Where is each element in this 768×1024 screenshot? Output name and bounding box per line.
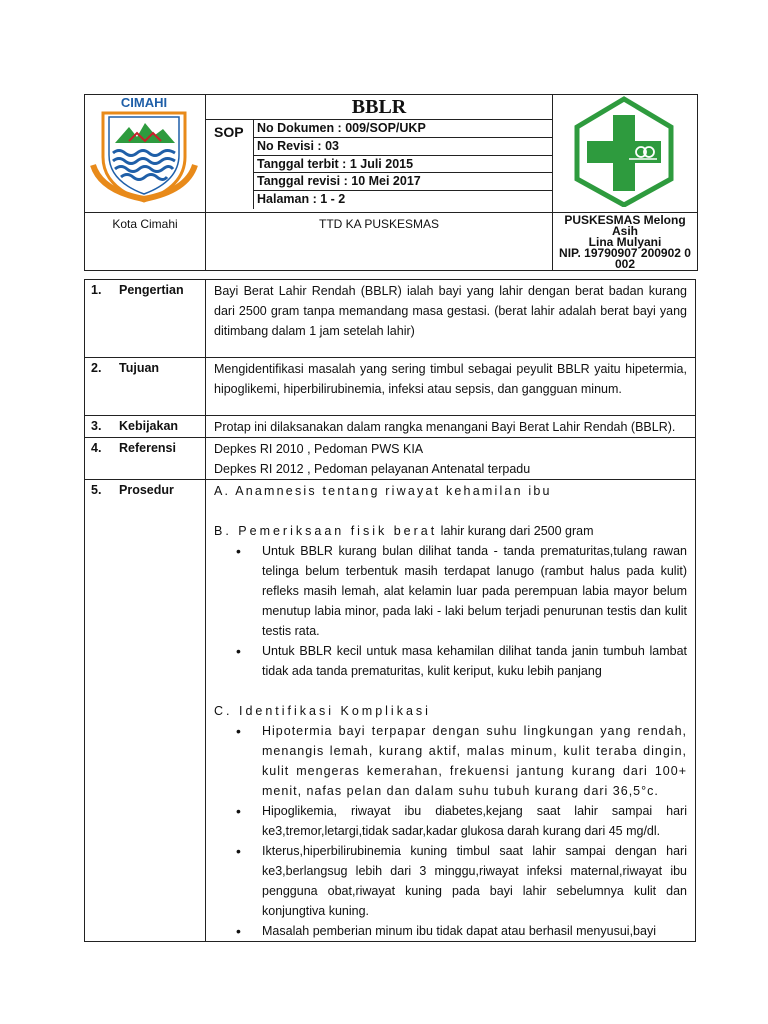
step-a-heading: A. Anamnesis tentang riwayat kehamilan ibu — [214, 484, 552, 498]
list-item: • Untuk BBLR kurang bulan dilihat tanda - tanda prematuritas,tulang rawan telinga belum terbentuk masih terdapat lanugo (rambut halus pada kulit) refleks masih lemah, alat kelamin luar pada perempuan labia mayor belum menutup labia minor, pada laki - laki belum terjadi penurunan testis dan kulit testis rata. — [262, 541, 687, 641]
step-c-heading: C. Identifikasi Komplikasi — [214, 704, 431, 718]
signer-org: PUSKESMAS Melong Asih — [564, 213, 686, 238]
step-c-list — [214, 721, 687, 941]
list-item: • Hipoglikemia, riwayat ibu diabetes,kejang saat lahir sampai hari ke3,tremor,letargi,tidak sadar,kadar glukosa darah kurang dari 45 mg/dl. — [262, 801, 687, 841]
section-tujuan-label: 2. Tujuan — [85, 358, 206, 416]
city-name: Kota Cimahi — [85, 213, 206, 271]
section-tujuan-text: Mengidentifikasi masalah yang sering timbul sebagai peyulit BBLR yaitu hipetermia, hipoglikemi, hiperbilirubinemia, infeksi atau sepsis, dan gangguan minum. — [206, 358, 696, 416]
section-kebijakan-label: 3. Kebijakan — [85, 416, 206, 438]
puskesmas-logo-cell — [553, 95, 698, 213]
signer-nip: NIP. 19790907 200902 0 002 — [559, 246, 691, 271]
signature-label: TTD KA PUSKESMAS — [206, 213, 553, 271]
section-prosedur-label: 5. Prosedur — [85, 480, 206, 942]
section-referensi-text — [206, 438, 696, 480]
step-b-heading: B. Pemeriksaan fisik berat lahir kurang dari 2500 gram — [214, 524, 594, 538]
cimahi-logo-icon — [85, 95, 203, 207]
sop-label: SOP — [206, 120, 254, 209]
doc-number: No Dokumen : 009/SOP/UKP — [254, 120, 552, 138]
list-item: • Hipotermia bayi terpapar dengan suhu lingkungan yang rendah, menangis lemah, kurang aktif, malas minum, kulit teraba dingin, kulit mengeras kemerahan, frekuensi jantung kurang dari 100+ menit, nafas pelan dan dalam suhu tubuh kurang dari 36,5°c. — [262, 721, 687, 801]
sop-body-table — [84, 279, 696, 942]
signer-info — [553, 213, 698, 271]
document-title: BBLR — [206, 95, 552, 120]
section-prosedur-text — [206, 480, 696, 942]
section-pengertian-label: 1. Pengertian — [85, 280, 206, 358]
issue-date: Tanggal terbit : 1 Juli 2015 — [254, 156, 552, 174]
title-cell — [206, 95, 553, 213]
reference-item: Depkes RI 2012 , Pedoman pelayanan Antenatal terpadu — [214, 462, 531, 476]
section-pengertian-text: Bayi Berat Lahir Rendah (BBLR) ialah bayi yang lahir dengan berat badan kurang dari 2500 gram tanpa memandang masa gestasi. (berat lahir adalah berat bayi yang ditimbang dalam 1 jam setelah lahir) — [206, 280, 696, 358]
list-item: • Masalah pemberian minum ibu tidak dapat atau berhasil menyusui,bayi — [262, 921, 687, 941]
puskesmas-logo-icon — [553, 95, 695, 207]
section-kebijakan-text: Protap ini dilaksanakan dalam rangka menangani Bayi Berat Lahir Rendah (BBLR). — [206, 416, 696, 438]
header-table — [84, 94, 698, 271]
page-count: Halaman : 1 - 2 — [257, 192, 346, 207]
list-item: • Untuk BBLR kecil untuk masa kehamilan dilihat tanda janin tumbuh lambat tidak ada tanda prematuritas, kulit keriput, kuku lebih panjang — [262, 641, 687, 681]
list-item: • Ikterus,hiperbilirubinemia kuning timbul saat lahir sampai dengan hari ke3,berlangsug lebih dari 3 minggu,riwayat infeksi maternal,riwayat ibu pengguna obat,riwayat kuning pada bayi lahir sebelumnya kulit dan konjungtiva kuning. — [262, 841, 687, 921]
revision-date: Tanggal revisi : 10 Mei 2017 — [254, 173, 552, 191]
signer-name: Lina Mulyani — [588, 235, 662, 249]
revision-number: No Revisi : 03 — [254, 138, 552, 156]
section-referensi-label: 4. Referensi — [85, 438, 206, 480]
sop-document — [84, 94, 696, 942]
reference-item: Depkes RI 2010 , Pedoman PWS KIA — [214, 442, 424, 456]
step-b-list — [214, 541, 687, 681]
logo-text: CIMAHI — [120, 95, 168, 110]
cimahi-logo-cell — [85, 95, 206, 213]
